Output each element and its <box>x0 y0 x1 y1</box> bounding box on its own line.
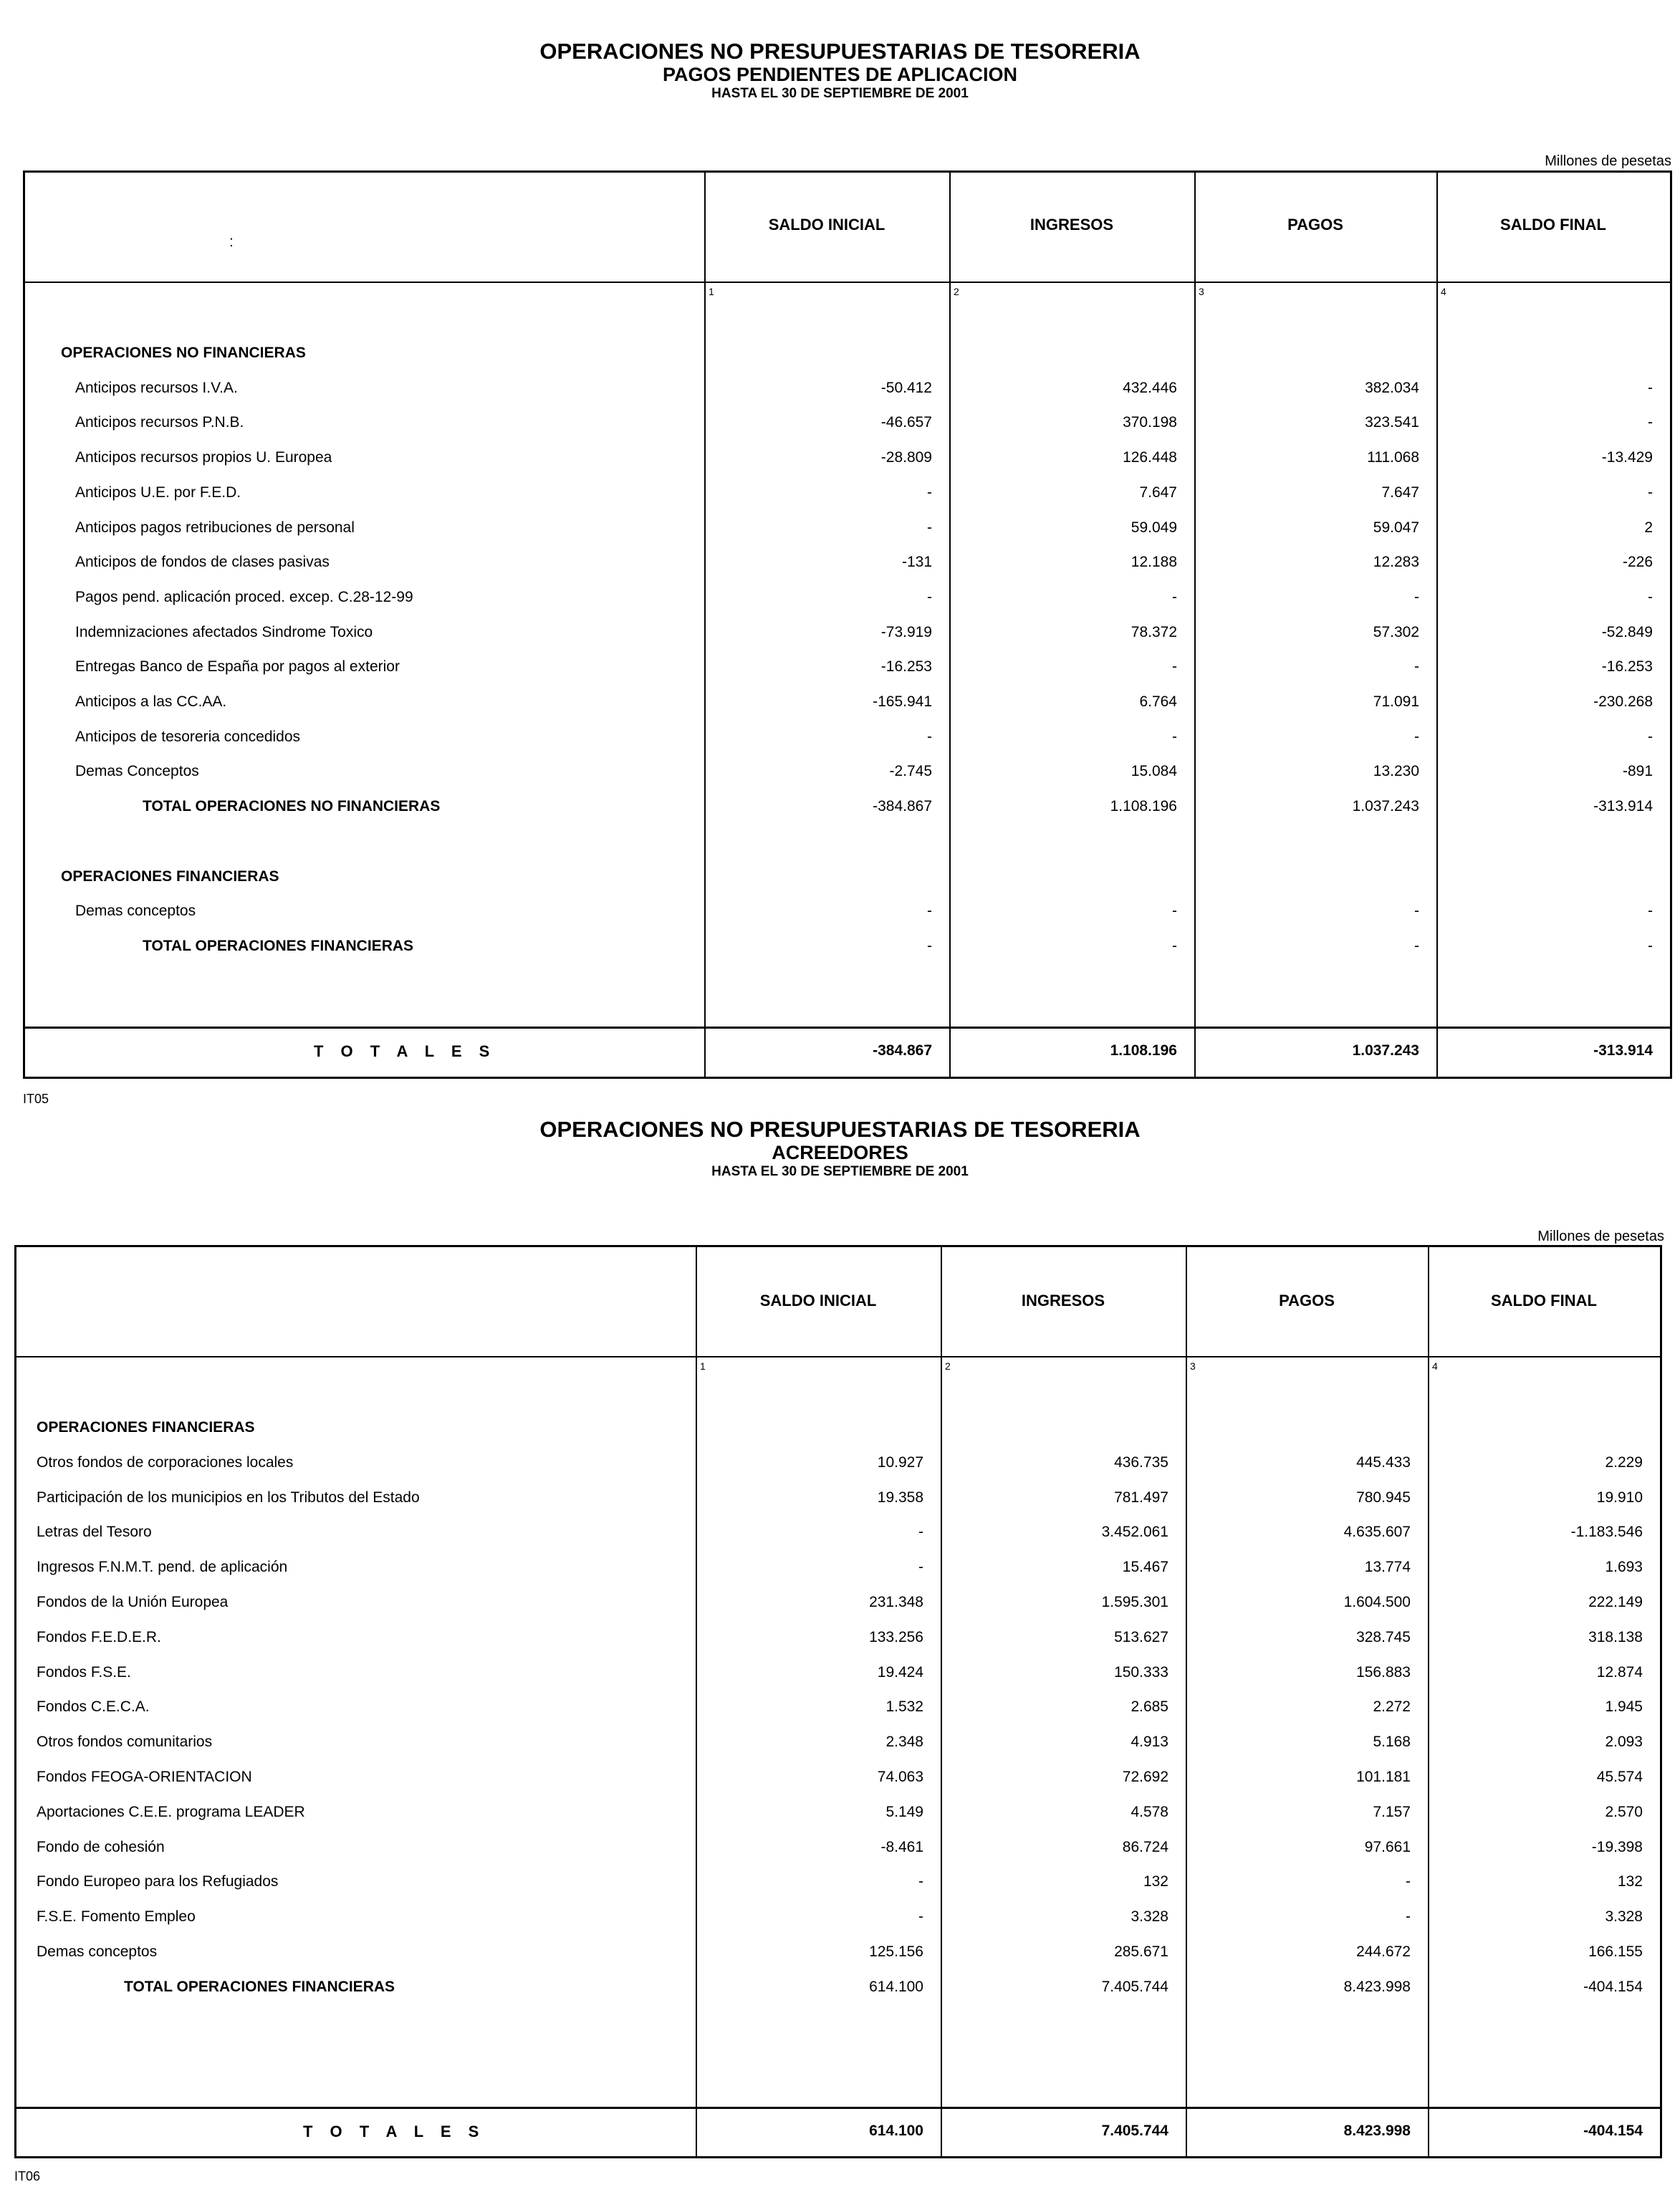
column-header: INGRESOS <box>1021 1292 1105 1309</box>
table-cell: 12.874 <box>1596 1663 1643 1681</box>
totals-cell: 1.108.196 <box>1110 1042 1177 1059</box>
column-header: SALDO INICIAL <box>759 1292 877 1309</box>
table-cell: - <box>927 484 932 501</box>
table-cell: 7.405.744 <box>1101 1978 1168 1995</box>
table-cell: 1.108.196 <box>1110 798 1177 815</box>
table-cell: -16.253 <box>1601 658 1653 676</box>
table-cell: - <box>1414 728 1419 745</box>
row-label: Anticipos U.E. por F.E.D. <box>75 484 241 501</box>
totals-cell: -404.154 <box>1583 2123 1643 2139</box>
table-cell: - <box>1648 903 1653 920</box>
table-cell: - <box>927 519 932 536</box>
totals-cell: 614.100 <box>869 2123 923 2139</box>
table-cell: 59.049 <box>1131 519 1177 536</box>
table-cell: 166.155 <box>1588 1943 1643 1960</box>
table-cell: - <box>927 588 932 605</box>
row-label: Ingresos F.N.M.T. pend. de aplicación <box>37 1559 288 1576</box>
row-label: Fondos C.E.C.A. <box>37 1698 150 1716</box>
column-header: SALDO FINAL <box>1500 216 1606 234</box>
table-cell: - <box>1406 1908 1411 1926</box>
table-cell: - <box>1648 379 1653 396</box>
group-heading: OPERACIONES FINANCIERAS <box>61 867 279 885</box>
column-header: PAGOS <box>1279 1292 1335 1309</box>
table-cell: 1.595.301 <box>1101 1594 1168 1610</box>
table-cell: 781.497 <box>1114 1489 1168 1506</box>
table-cell: 156.883 <box>1356 1663 1411 1681</box>
table-cell: - <box>1648 937 1653 954</box>
table-cell: - <box>918 1559 923 1576</box>
totals-label: T O T A L E S <box>314 1042 496 1060</box>
table-cell: 4.913 <box>1131 1734 1168 1751</box>
row-label: Demas Conceptos <box>75 763 199 780</box>
table-cell: 780.945 <box>1356 1489 1411 1506</box>
totals-cell: -313.914 <box>1593 1042 1653 1059</box>
column-header: SALDO FINAL <box>1491 1292 1597 1309</box>
table-cell: 285.671 <box>1114 1943 1168 1960</box>
table-cell: 57.302 <box>1373 623 1419 640</box>
table-cell: 101.181 <box>1356 1769 1411 1785</box>
table-cell: 7.647 <box>1381 484 1419 501</box>
table-cell: 4.578 <box>1131 1803 1168 1820</box>
table-cell: 323.541 <box>1365 414 1419 431</box>
table-cell: - <box>927 728 932 745</box>
row-label: Anticipos recursos I.V.A. <box>75 379 238 396</box>
table-cell: 12.188 <box>1131 554 1177 571</box>
units-label: Millones de pesetas <box>1537 1229 1664 1244</box>
table-cell: 2 <box>1644 519 1653 536</box>
report-subtitle: PAGOS PENDIENTES DE APLICACION <box>662 64 1018 85</box>
row-label: F.S.E. Fomento Empleo <box>37 1908 196 1926</box>
table-cell: 2.570 <box>1605 1803 1643 1820</box>
table-cell: 71.091 <box>1373 693 1419 710</box>
table-cell: 370.198 <box>1123 414 1177 431</box>
column-number: 3 <box>1190 1360 1196 1372</box>
report-date: HASTA EL 30 DE SEPTIEMBRE DE 2001 <box>711 1164 969 1179</box>
table-cell: 436.735 <box>1114 1453 1168 1471</box>
column-number: 1 <box>700 1360 706 1372</box>
table-cell: 13.230 <box>1373 763 1419 780</box>
row-label: Otros fondos comunitarios <box>37 1734 213 1751</box>
table-cell: 78.372 <box>1131 623 1177 640</box>
data-table <box>14 1245 1662 2158</box>
row-label: Fondos FEOGA-ORIENTACION <box>37 1769 252 1785</box>
report-code: IT05 <box>23 1092 49 1106</box>
header-divider <box>16 1356 1660 1357</box>
table-cell: - <box>1406 1873 1411 1890</box>
table-cell: 97.661 <box>1364 1838 1411 1855</box>
row-label: Anticipos pagos retribuciones de personal <box>75 519 355 536</box>
report-title: OPERACIONES NO PRESUPUESTARIAS DE TESORERIA <box>539 1117 1141 1142</box>
column-header: PAGOS <box>1287 216 1343 234</box>
table-cell: -891 <box>1622 763 1653 780</box>
table-cell: 19.358 <box>877 1489 923 1506</box>
row-label: Demas conceptos <box>75 903 196 920</box>
column-divider <box>696 1247 697 2156</box>
row-label: Anticipos de tesoreria concedidos <box>75 728 301 745</box>
table-cell: -384.867 <box>873 798 932 815</box>
table-cell: -8.461 <box>880 1838 923 1855</box>
table-cell: 59.047 <box>1373 519 1419 536</box>
table-cell: 74.063 <box>877 1769 923 1785</box>
totals-label: T O T A L E S <box>303 2123 486 2140</box>
column-divider <box>1436 173 1438 1077</box>
column-number: 4 <box>1432 1360 1438 1372</box>
table-cell: 5.168 <box>1373 1734 1411 1751</box>
table-cell: 1.945 <box>1605 1698 1643 1716</box>
table-cell: 2.348 <box>885 1734 923 1751</box>
table-cell: - <box>1172 588 1177 605</box>
table-cell: - <box>1172 728 1177 745</box>
row-label: Fondos F.E.D.E.R. <box>37 1628 161 1645</box>
table-cell: -28.809 <box>880 449 932 466</box>
table-cell: -19.398 <box>1591 1838 1643 1855</box>
table-cell: 8.423.998 <box>1343 1978 1411 1995</box>
row-label: Aportaciones C.E.E. programa LEADER <box>37 1803 305 1820</box>
table-cell: -226 <box>1622 554 1653 571</box>
column-divider <box>949 173 951 1077</box>
table-cell: 2.229 <box>1605 1453 1643 1471</box>
subtotal-label: TOTAL OPERACIONES NO FINANCIERAS <box>143 798 441 815</box>
table-cell: 6.764 <box>1139 693 1177 710</box>
report-code: IT06 <box>14 2169 41 2183</box>
table-cell: - <box>918 1524 923 1541</box>
table-cell: -230.268 <box>1593 693 1653 710</box>
table-cell: 244.672 <box>1356 1943 1411 1960</box>
table-cell: 132 <box>1143 1873 1168 1890</box>
totals-divider <box>16 2107 1660 2109</box>
table-cell: 19.424 <box>877 1663 923 1681</box>
table-cell: 7.647 <box>1139 484 1177 501</box>
group-heading: OPERACIONES NO FINANCIERAS <box>61 345 306 361</box>
table-cell: 15.084 <box>1131 763 1177 780</box>
column-number: 2 <box>945 1360 951 1372</box>
row-label: Participación de los municipios en los Tributos del Estado <box>37 1489 420 1506</box>
column-divider <box>1428 1247 1429 2156</box>
table-cell: - <box>918 1908 923 1926</box>
column-number: 2 <box>954 286 959 297</box>
table-cell: 5.149 <box>885 1803 923 1820</box>
row-label: Entregas Banco de España por pagos al exterior <box>75 658 400 676</box>
table-cell: - <box>1648 588 1653 605</box>
table-cell: 7.157 <box>1373 1803 1411 1820</box>
report-title: OPERACIONES NO PRESUPUESTARIAS DE TESORERIA <box>539 39 1141 64</box>
table-cell: 222.149 <box>1588 1594 1643 1610</box>
table-cell: 1.604.500 <box>1343 1594 1411 1610</box>
totals-cell: 7.405.744 <box>1101 2123 1168 2139</box>
column-divider <box>1186 1247 1187 2156</box>
table-cell: - <box>1414 658 1419 676</box>
table-cell: 1.037.243 <box>1352 798 1419 815</box>
report-subtitle: ACREEDORES <box>772 1142 908 1163</box>
table-cell: - <box>1414 903 1419 920</box>
table-cell: 382.034 <box>1365 379 1419 396</box>
table-cell: 3.328 <box>1605 1908 1643 1926</box>
table-cell: 2.272 <box>1373 1698 1411 1716</box>
row-label: Anticipos recursos P.N.B. <box>75 414 244 431</box>
table-cell: -52.849 <box>1601 623 1653 640</box>
table-cell: 13.774 <box>1364 1559 1411 1576</box>
table-cell: 318.138 <box>1588 1628 1643 1645</box>
group-heading: OPERACIONES FINANCIERAS <box>37 1419 255 1436</box>
table-cell: -73.919 <box>880 623 932 640</box>
column-number: 4 <box>1441 286 1446 297</box>
table-cell: 231.348 <box>869 1594 923 1610</box>
report-date: HASTA EL 30 DE SEPTIEMBRE DE 2001 <box>711 86 969 101</box>
table-cell: -1.183.546 <box>1570 1524 1643 1541</box>
table-cell: 150.333 <box>1114 1663 1168 1681</box>
table-cell: 15.467 <box>1122 1559 1168 1576</box>
table-cell: 126.448 <box>1123 449 1177 466</box>
row-label: Otros fondos de corporaciones locales <box>37 1453 294 1471</box>
column-divider <box>941 1247 942 2156</box>
table-cell: 513.627 <box>1114 1628 1168 1645</box>
report-header <box>0 39 1680 102</box>
table-cell: 614.100 <box>869 1978 923 1995</box>
data-table <box>23 170 1672 1079</box>
table-cell: -404.154 <box>1583 1978 1643 1995</box>
table-cell: 445.433 <box>1356 1453 1411 1471</box>
subtotal-label: TOTAL OPERACIONES FINANCIERAS <box>143 937 414 954</box>
table-cell: - <box>1648 484 1653 501</box>
units-label: Millones de pesetas <box>1545 153 1671 169</box>
table-cell: 4.635.607 <box>1343 1524 1411 1541</box>
table-cell: -13.429 <box>1601 449 1653 466</box>
report-header <box>0 1117 1680 1181</box>
table-cell: 432.446 <box>1123 379 1177 396</box>
table-cell: -165.941 <box>873 693 932 710</box>
table-cell: 132 <box>1617 1873 1643 1890</box>
table-cell: -46.657 <box>880 414 932 431</box>
table-cell: 72.692 <box>1122 1769 1168 1785</box>
table-cell: 86.724 <box>1122 1838 1168 1855</box>
table-cell: 125.156 <box>869 1943 923 1960</box>
row-label: Fondo de cohesión <box>37 1838 165 1855</box>
table-cell: 3.452.061 <box>1101 1524 1168 1541</box>
row-label: Indemnizaciones afectados Sindrome Toxico <box>75 623 373 640</box>
row-label: Demas conceptos <box>37 1943 158 1960</box>
totals-cell: 1.037.243 <box>1352 1042 1419 1059</box>
table-cell: - <box>1172 937 1177 954</box>
table-cell: 45.574 <box>1596 1769 1643 1785</box>
row-label: Anticipos de fondos de clases pasivas <box>75 554 330 571</box>
table-cell: 10.927 <box>877 1453 923 1471</box>
report-section-acreedores <box>0 1117 1680 2187</box>
column-divider <box>704 173 706 1077</box>
table-cell: - <box>927 903 932 920</box>
row-label: Anticipos recursos propios U. Europea <box>75 449 332 466</box>
totals-cell: 8.423.998 <box>1343 2123 1411 2139</box>
table-cell: - <box>918 1873 923 1890</box>
subtotal-label: TOTAL OPERACIONES FINANCIERAS <box>124 1978 395 1995</box>
header-divider <box>25 282 1670 283</box>
table-cell: 1.532 <box>885 1698 923 1716</box>
table-cell: 328.745 <box>1356 1628 1411 1645</box>
table-cell: 19.910 <box>1596 1489 1643 1506</box>
table-cell: - <box>1414 937 1419 954</box>
table-cell: 111.068 <box>1367 449 1419 466</box>
table-cell: -50.412 <box>880 379 932 396</box>
table-cell: -313.914 <box>1593 798 1653 815</box>
totals-divider <box>25 1027 1670 1029</box>
row-label: Fondo Europeo para los Refugiados <box>37 1873 279 1890</box>
row-label: Pagos pend. aplicación proced. excep. C.28-12-99 <box>75 588 413 605</box>
row-label: Letras del Tesoro <box>37 1524 152 1541</box>
table-cell: - <box>1414 588 1419 605</box>
column-divider <box>1194 173 1196 1077</box>
table-cell: 133.256 <box>869 1628 923 1645</box>
table-cell: 12.283 <box>1373 554 1419 571</box>
table-cell: 3.328 <box>1131 1908 1168 1926</box>
header-mark: : <box>229 234 234 250</box>
row-label: Anticipos a las CC.AA. <box>75 693 227 710</box>
table-cell: 2.685 <box>1131 1698 1168 1716</box>
column-header: SALDO INICIAL <box>768 216 885 234</box>
row-label: Fondos de la Unión Europea <box>37 1594 229 1610</box>
column-number: 1 <box>709 286 714 297</box>
column-header: INGRESOS <box>1029 216 1114 234</box>
table-cell: -2.745 <box>889 763 932 780</box>
column-number: 3 <box>1199 286 1204 297</box>
table-cell: - <box>1172 658 1177 676</box>
table-cell: - <box>1172 903 1177 920</box>
table-cell: -131 <box>901 554 932 571</box>
table-cell: - <box>1648 728 1653 745</box>
totals-cell: -384.867 <box>873 1042 932 1059</box>
row-label: Fondos F.S.E. <box>37 1663 131 1681</box>
table-cell: - <box>927 937 932 954</box>
table-cell: - <box>1648 414 1653 431</box>
table-cell: 2.093 <box>1605 1734 1643 1751</box>
table-cell: -16.253 <box>880 658 932 676</box>
table-cell: 1.693 <box>1605 1559 1643 1576</box>
